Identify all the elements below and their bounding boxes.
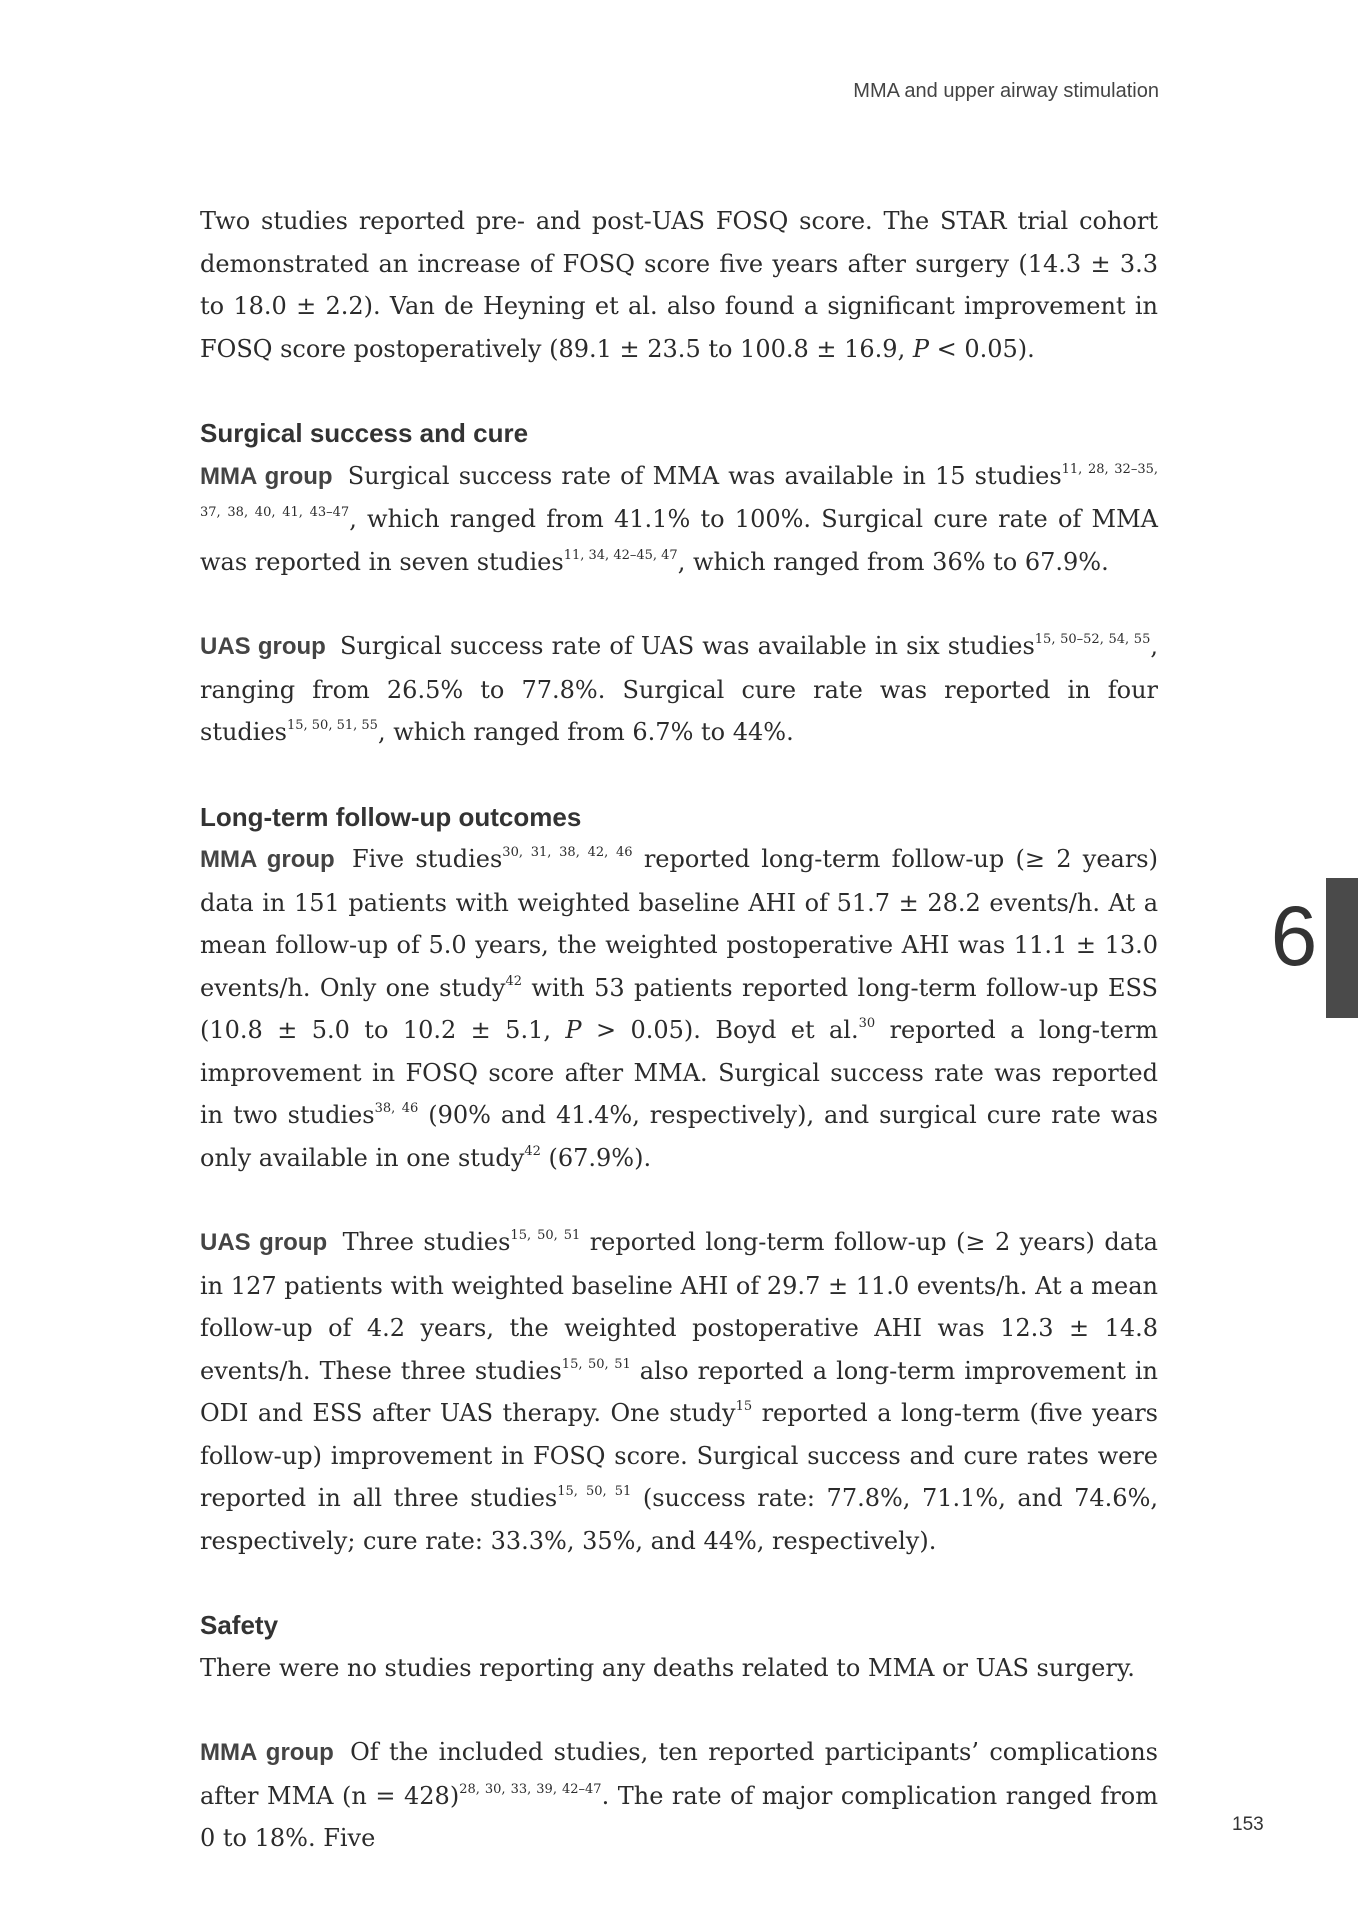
citation: 38, 46 [374,1101,419,1116]
citation: 15, 50, 51 [510,1228,581,1243]
citation: 15, 50–52, 54, 55 [1034,632,1151,647]
lead-label: MMA group [200,846,335,873]
paragraph-safety-intro: There were no studies reporting any deaths related to MMA or UAS surgery. [200,1653,1135,1682]
chapter-tab [1326,878,1358,1018]
citation: 42 [505,973,523,989]
lead-label: MMA group [200,1739,334,1766]
section-heading-success: Surgical success and cure [200,418,529,448]
paragraph-longterm-uas: UAS group Three studies$^{15, 50, 51}$ reported long-term follow-up (≥ 2 years) data in 127 patients with weighted baseline AHI of 29.7 ± 11.0 events/h. At a mean follow-up of 4.2 years, the weighted postoperative AHI was 12.3 ± 14.8 events/h. These three studies$^{15, 50, 51}$ also reported a long-term improvement in ODI and ESS after UAS therapy. One study$^{15}$ reported a long-term (five years follow-up) improvement in FOSQ score. Surgical success and cure rates were reported in all three studies$^{15, 50, 51}$ (success rate: 77.8%, 71.1%, and 74.6%, respectively; cure rate: 33.3%, 35%, and 44%, respectively). [200,1228,1159,1555]
section-heading-safety: Safety [200,1610,279,1640]
citation: 11, 28, 32–35, 37, 38, 40, 41, 43–47 [200,461,1158,520]
paragraph-safety-mma: MMA group Of the included studies, ten reported participants’ complications after MMA (n = 428)$^{28, 30, 33, 39, 42-47}$. The rate of major complication ranged from 0 to 18%. Five [200,1738,1158,1852]
lead-label: UAS group [200,1229,328,1256]
citation: 15, 50, 51 [561,1356,631,1372]
paragraph-success-uas: UAS group Surgical success rate of UAS was available in six studies$^{15, 50-52, 54, 55}$, ranging from 26.5% to 77.8%. Surgical cure rate was reported in four studies$^{15, 50, 51, 55}$, which ranged from 6.7% to 44%. [200,632,1158,746]
citation: 30, 31, 38, 42, 46 [502,845,633,860]
citation: 11, 34, 42–45, 47 [563,547,678,563]
citation: 42 [524,1143,541,1159]
section-heading-longterm: Long-term follow-up outcomes [200,801,582,832]
citation: 15 [735,1399,753,1414]
lead-label: UAS group [200,633,326,660]
citation: 15, 50, 51 [557,1484,632,1499]
body-text [200,200,1158,1860]
paragraph-longterm-mma: MMA group Five studies$^{30, 31, 38, 42, 46}$ reported long-term follow-up (≥ 2 years) data in 151 patients with weighted baseline AHI of 51.7 ± 28.2 events/h. At a mean follow-up of 5.0 years, the weighted postoperative AHI was 11.1 ± 13.0 events/h. Only one study$^{42}$ with 53 patients reported long-term follow-up ESS (10.8 ± 5.0 to 10.2 ± 5.1, P > 0.05). Boyd et al.$^{30}$ reported a long-term improvement in FOSQ score after MMA. Surgical success rate was reported in two studies$^{38, 46}$ (90% and 41.4%, respectively), and surgical cure rate was only available in one study$^{42}$ (67.9%). [200,845,1158,1172]
running-head: MMA and upper airway stimulation [853,80,1159,102]
paragraph-success-mma: MMA group Surgical success rate of MMA was available in 15 studies$^{11, 28, 32-35, 37, 38, 40, 41, 43-47}$, which ranged from 41.1% to 100%. Surgical cure rate of MMA was reported in seven studies$^{11, 34, 42-45, 47}$, which ranged from 36% to 67.9%. [200,461,1158,576]
chapter-number: 6 [1270,889,1318,983]
citation: 15, 50, 51, 55 [286,718,378,733]
page-number: 153 [1232,1814,1264,1835]
citation: 28, 30, 33, 39, 42–47 [459,1781,602,1797]
citation: 30 [858,1016,876,1031]
paragraph-fosq: Two studies reported pre- and post-UAS FOSQ score. The STAR trial cohort demonstrated an increase of FOSQ score five years after surgery (14.3 ± 3.3 to 18.0 ± 2.2). Van de Heyning et al. also found a significant improvement in FOSQ score postoperatively (89.1 ± 23.5 to 100.8 ± 16.9, P < 0.05). [200,207,1158,363]
lead-label: MMA group [200,462,333,490]
